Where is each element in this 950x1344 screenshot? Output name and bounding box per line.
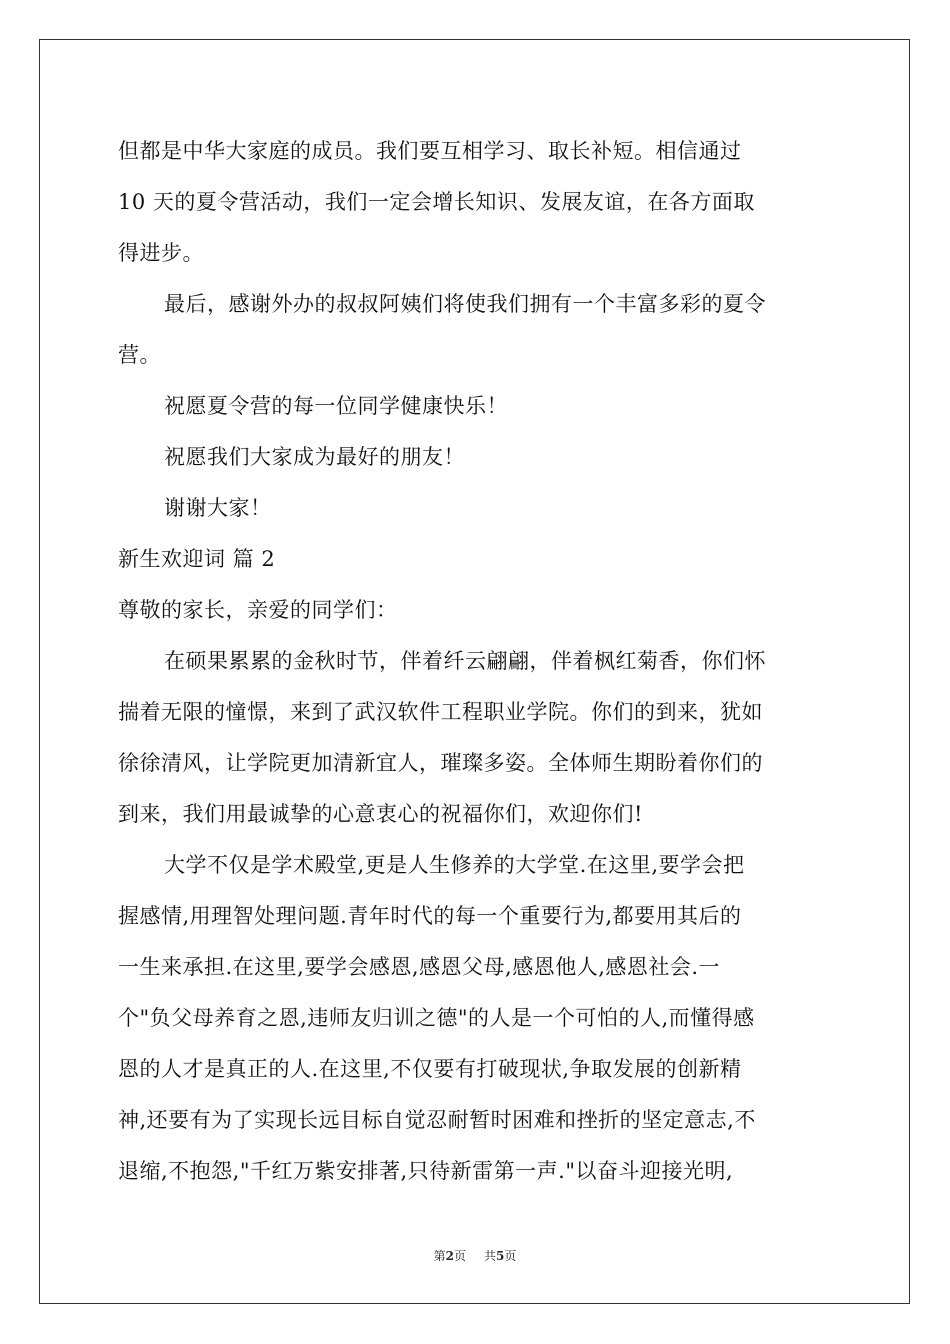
text-line: 个"负父母养育之恩,违师友归训之德"的人是一个可怕的人,而懂得感 xyxy=(118,1006,755,1030)
page-prefix: 第 xyxy=(433,1249,446,1263)
text-line: 10 天的夏令营活动，我们一定会增长知识、发展友谊，在各方面取 xyxy=(118,190,755,214)
salutation: 尊敬的家长，亲爱的同学们： xyxy=(118,598,398,622)
text-line: 到来，我们用最诚挚的心意衷心的祝福你们，欢迎你们! xyxy=(118,802,643,826)
section-heading: 新生欢迎词 篇 2 xyxy=(118,547,276,571)
text-line: 祝愿我们大家成为最好的朋友！ xyxy=(164,445,465,469)
text-line: 营。 xyxy=(118,343,161,367)
text-line: 谢谢大家！ xyxy=(164,496,272,520)
text-line: 得进步。 xyxy=(118,241,204,265)
text-line: 徐徐清风，让学院更加清新宜人，璀璨多姿。全体师生期盼着你们的 xyxy=(118,751,763,775)
total-prefix: 共 xyxy=(484,1249,497,1263)
text-line: 握感情,用理智处理问题.青年时代的每一个重要行为,都要用其后的 xyxy=(118,904,742,928)
current-page-number: 2 xyxy=(445,1249,454,1263)
text-line: 祝愿夏令营的每一位同学健康快乐！ xyxy=(164,394,508,418)
text-line: 退缩,不抱怨,"千红万紫安排著,只待新雷第一声."以奋斗迎接光明, xyxy=(118,1159,734,1183)
text-line: 揣着无限的憧憬，来到了武汉软件工程职业学院。你们的到来，犹如 xyxy=(118,700,763,724)
text-line: 在硕果累累的金秋时节，伴着纤云翩翩，伴着枫红菊香，你们怀 xyxy=(164,649,766,673)
page-footer xyxy=(0,1248,950,1264)
total-suffix: 页 xyxy=(504,1249,517,1263)
page-suffix: 页 xyxy=(453,1249,466,1263)
text-line: 神,还要有为了实现长远目标自觉忍耐暂时困难和挫折的坚定意志,不 xyxy=(118,1108,756,1132)
total-page-number: 5 xyxy=(496,1249,505,1263)
text-line: 一生来承担.在这里,要学会感恩,感恩父母,感恩他人,感恩社会.一 xyxy=(118,955,721,979)
text-line: 恩的人才是真正的人.在这里,不仅要有打破现状,争取发展的创新精 xyxy=(118,1057,742,1081)
text-line: 大学不仅是学术殿堂,更是人生修养的大学堂.在这里,要学会把 xyxy=(164,853,745,877)
text-line: 但都是中华大家庭的成员。我们要互相学习、取长补短。相信通过 xyxy=(118,139,742,163)
text-line: 最后，感谢外办的叔叔阿姨们将使我们拥有一个丰富多彩的夏令 xyxy=(164,292,766,316)
